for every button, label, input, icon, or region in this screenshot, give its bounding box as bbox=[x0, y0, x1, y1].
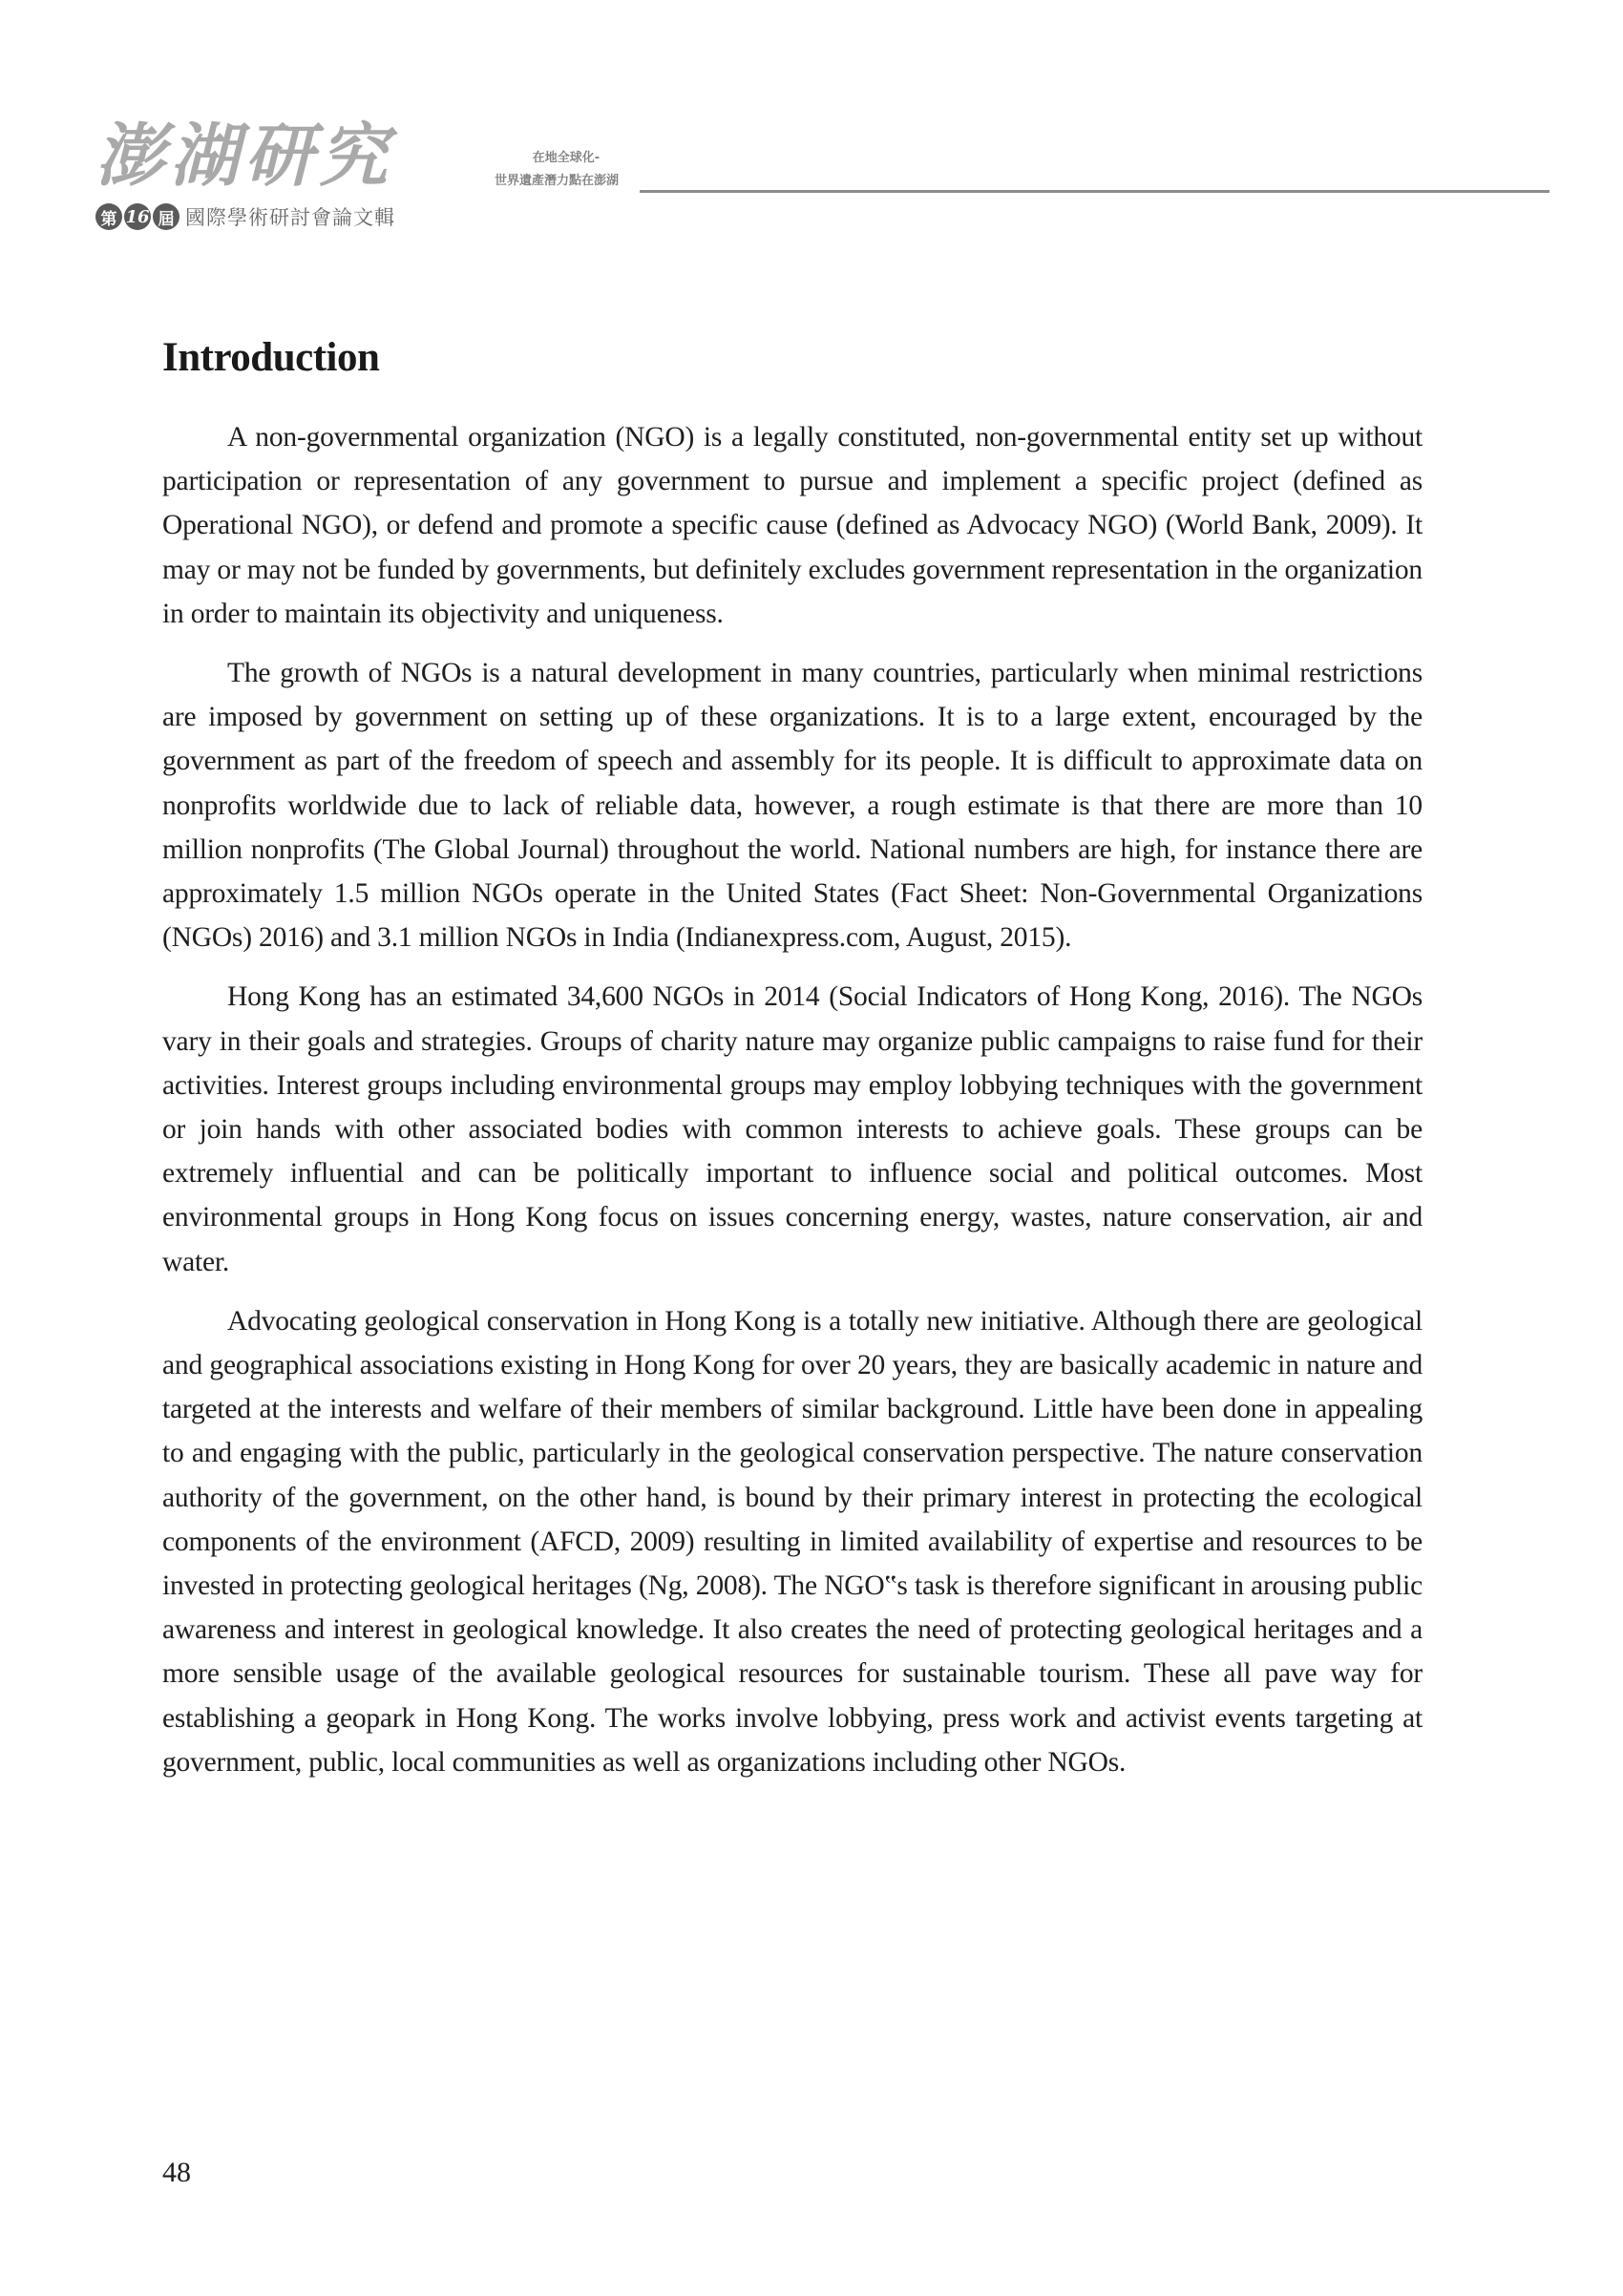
running-header bbox=[95, 113, 1461, 246]
theme-line-2: 世界遺產潛力點在澎湖 bbox=[495, 174, 620, 188]
edition-suffix-badge: 屆 bbox=[153, 203, 179, 230]
paragraph-ngo-definition: A non-governmental organization (NGO) is a legally constituted, non-governmental entity set up without participation or representation of any government to pursue and implement a specific project (defined as Operational NGO), or defend and promote a specific cause (defined as Advocacy NGO) (World Bank, 2009). It may or may not be funded by governments, but definitely excludes government representation in the organization in order to maintain its objectivity and uniqueness. bbox=[162, 422, 1423, 629]
header-divider bbox=[640, 190, 1549, 193]
edition-prefix-badge: 第 bbox=[95, 203, 122, 230]
proceedings-subtitle: 國際學術研討會論文輯 bbox=[185, 206, 395, 229]
article-body bbox=[162, 329, 1423, 1800]
conference-theme bbox=[495, 147, 647, 193]
page-number: 48 bbox=[162, 2157, 191, 2188]
edition-number-badge: 16 bbox=[124, 203, 151, 230]
section-heading: Introduction bbox=[162, 335, 380, 380]
paragraph-hong-kong-ngos: Hong Kong has an estimated 34,600 NGOs in 2014 (Social Indicators of Hong Kong, 2016). The NGOs vary in their goals and strategies. Groups of charity nature may organize public campaigns to raise fund for their activities. Interest groups including environmental groups may employ lobbying techniques with the government or join hands with other associated bodies with common interests to achieve goals. These groups can be extremely influential and can be politically important to influence social and political outcomes. Most environmental groups in Hong Kong focus on issues concerning energy, wastes, nature conservation, air and water. bbox=[162, 981, 1423, 1277]
journal-title: 澎湖研究 bbox=[95, 115, 394, 196]
theme-line-1: 在地全球化- bbox=[532, 151, 601, 165]
paragraph-ngo-growth: The growth of NGOs is a natural development in many countries, particularly when minimal restrictions are imposed by government on setting up of these organizations. It is to a large extent, encouraged by the government as part of the freedom of speech and assembly for its people. It is difficult to approximate data on nonprofits worldwide due to lack of reliable data, however, a rough estimate is that there are more than 10 million nonprofits (The Global Journal) throughout the world. National numbers are high, for instance there are approximately 1.5 million NGOs operate in the United States (Fact Sheet: Non-Governmental Organizations (NGOs) 2016) and 3.1 million NGOs in India (Indianexpress.com, August, 2015). bbox=[162, 658, 1423, 954]
edition-line bbox=[95, 202, 395, 231]
paragraph-geological-conservation: Advocating geological conservation in Hong Kong is a totally new initiative. Although there are geological and geographical associations existing in Hong Kong for over 20 years, they are basically academic in nature and targeted at the interests and welfare of their members of similar background. Little have been done in appealing to and engaging with the public, particularly in the geological conservation perspective. The nature conservation authority of the government, on the other hand, is bound by their primary interest in protecting the ecological components of the environment (AFCD, 2009) resulting in limited availability of expertise and resources to be invested in protecting geological heritages (Ng, 2008). The NGO‟s task is therefore significant in arousing public awareness and interest in geological knowledge. It also creates the need of protecting geological heritages and a more sensible usage of the available geological resources for sustainable tourism. These all pave way for establishing a geopark in Hong Kong. The works involve lobbying, press work and activist events targeting at government, public, local communities as well as organizations including other NGOs. bbox=[162, 1305, 1423, 1778]
